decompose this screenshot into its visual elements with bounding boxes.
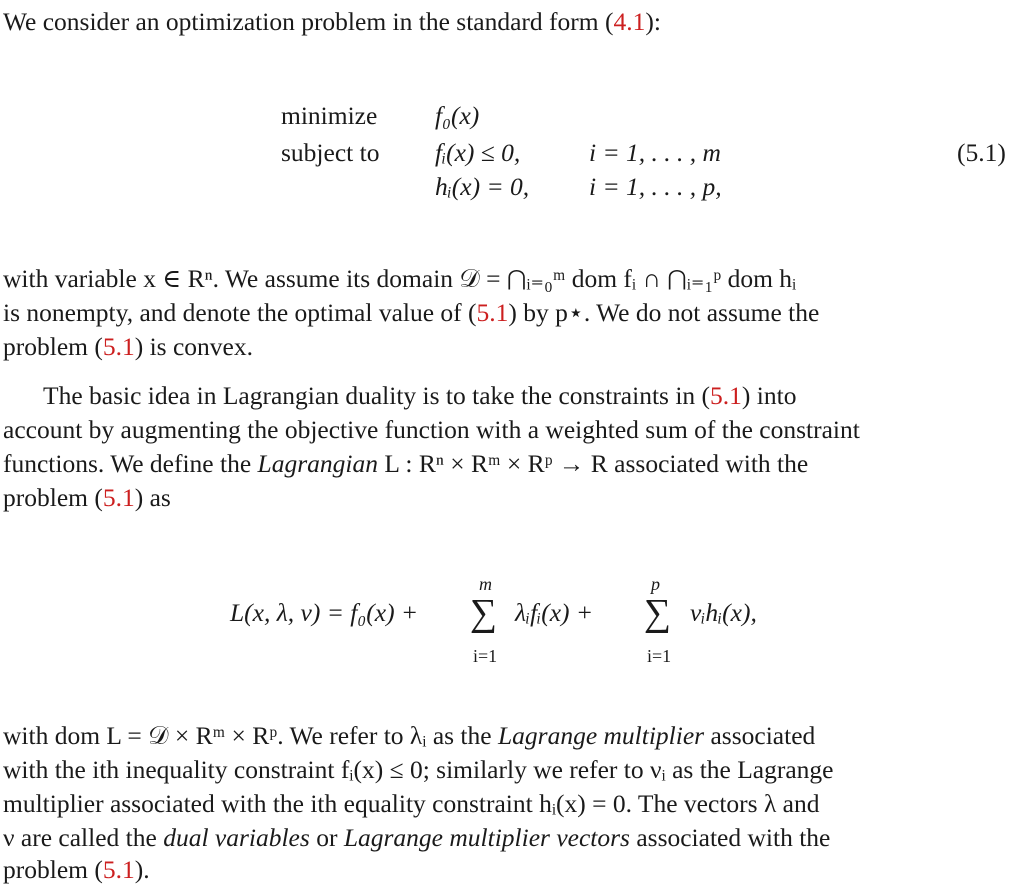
para3-line4-text-a: problem (: [3, 483, 103, 512]
summation-icon: ∑: [644, 592, 672, 634]
para4-line4-text-b: or: [309, 823, 344, 852]
ref-5-1[interactable]: 5.1: [102, 332, 135, 361]
para4-line2: with the ith inequality constraint fᵢ(x) ≤ 0; similarly we refer to νᵢ as the Lagrange: [3, 755, 834, 784]
ref-4-1[interactable]: 4.1: [613, 7, 646, 36]
para4-line3: multiplier associated with the ith equality constraint hᵢ(x) = 0. The vectors λ and: [3, 789, 820, 818]
para2-line3-text-a: problem (: [3, 332, 103, 361]
equality-constraint: hᵢ(x) = 0,: [435, 172, 530, 201]
para3-line2: account by augmenting the objective function with a weighted sum of the constraint: [3, 415, 860, 444]
equality-range: i = 1, . . . , p,: [589, 172, 722, 201]
para3-line4-text-b: ) as: [134, 483, 171, 512]
para4-line4: [3, 825, 830, 851]
sum2-lower-limit: i=1: [647, 646, 672, 666]
ref-5-1[interactable]: 5.1: [102, 483, 135, 512]
inequality-range: i = 1, . . . , m: [589, 138, 721, 167]
para4-line1: [3, 723, 815, 749]
ref-5-1[interactable]: 5.1: [102, 855, 135, 884]
intro-text: We consider an optimization problem in the standard form (: [3, 7, 614, 36]
para3-line3-text-b: L : Rⁿ × Rᵐ × Rᵖ → R associated with the: [377, 449, 809, 478]
minimize-label: minimize: [281, 101, 378, 130]
para3-line1-text-a: The basic idea in Lagrangian duality is to take the constraints in (: [43, 381, 711, 410]
dual-variables-term: dual variables: [163, 823, 310, 852]
para4-line1-text-a: with dom L = 𝒟 × Rᵐ × Rᵖ. We refer to λᵢ as the: [3, 721, 498, 750]
para4-line1-text-b: associated: [704, 721, 816, 750]
para3-line1: [43, 383, 796, 409]
para4-line4-text-a: ν are called the: [3, 823, 164, 852]
summation-icon: ∑: [470, 592, 498, 634]
para3-line4: [3, 485, 171, 511]
para3-line3: [3, 451, 808, 477]
para2-line2-text-b: ) by p⋆. We do not assume the: [508, 298, 820, 327]
lagrange-multiplier-term: Lagrange multiplier: [497, 721, 705, 750]
equation-number-5-1: (5.1): [957, 138, 1006, 167]
lagrangian-term: Lagrangian: [257, 449, 378, 478]
sum2-upper-limit: p: [651, 574, 660, 594]
para2-line3: [3, 334, 253, 360]
lagrangian-term1: λᵢfᵢ(x) +: [515, 598, 594, 627]
subject-to-label: subject to: [281, 138, 380, 167]
inequality-constraint: fᵢ(x) ≤ 0,: [435, 138, 521, 167]
lagrangian-term2: νᵢhᵢ(x),: [690, 598, 757, 627]
ref-5-1[interactable]: 5.1: [710, 381, 742, 410]
multiplier-vectors-term: Lagrange multiplier vectors: [343, 823, 630, 852]
para4-line5-text-b: ).: [134, 855, 150, 884]
para2-line3-text-b: ) is convex.: [134, 332, 253, 361]
ref-5-1[interactable]: 5.1: [476, 298, 509, 327]
para3-line1-text-b: ) into: [741, 381, 797, 410]
intro-end: ):: [645, 7, 661, 36]
objective-function: f₀(x): [435, 101, 480, 130]
para2-line2-text-a: is nonempty, and denote the optimal value of (: [3, 298, 477, 327]
para4-line4-text-c: associated with the: [629, 823, 831, 852]
para3-line3-text-a: functions. We define the: [3, 449, 258, 478]
para2-line1: with variable x ∈ Rⁿ. We assume its domain 𝒟 = ⋂ᵢ₌₀ᵐ dom fᵢ ∩ ⋂ᵢ₌₁ᵖ dom hᵢ: [3, 264, 797, 293]
para4-line5-text-a: problem (: [3, 855, 103, 884]
para4-line5: [3, 857, 150, 883]
para2-line2: [3, 300, 819, 326]
lagrangian-lhs: L(x, λ, ν) = f₀(x) +: [230, 598, 419, 627]
intro-sentence: [3, 9, 661, 35]
sum1-lower-limit: i=1: [473, 646, 498, 666]
sum1-upper-limit: m: [479, 574, 492, 594]
